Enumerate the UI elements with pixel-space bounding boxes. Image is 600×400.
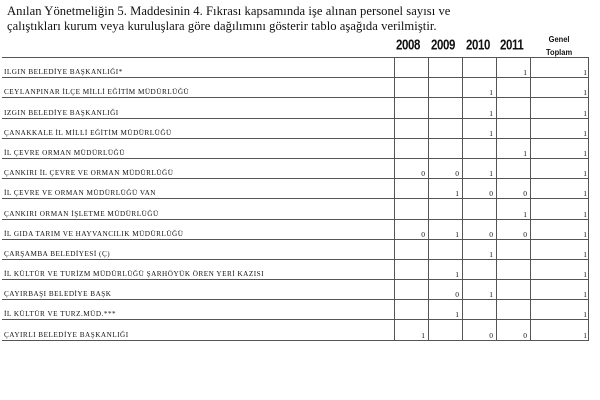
- value-2009-cell: 1: [429, 259, 463, 279]
- value-2011-cell: 1: [497, 199, 531, 219]
- value-2010-cell: [463, 138, 497, 158]
- value-2011-cell: 1: [497, 138, 531, 158]
- institution-name-cell: ILGIN BELEDİYE BAŞKANLIĞI*: [2, 58, 395, 78]
- table-row: [2, 259, 589, 279]
- value-2010-cell: [463, 259, 497, 279]
- value-2011-cell: 1: [497, 58, 531, 78]
- value-2008-cell: [395, 280, 429, 300]
- value-2008-cell: [395, 98, 429, 118]
- total-cell: 1: [531, 239, 589, 259]
- value-2009-cell: [429, 98, 463, 118]
- total-cell: 1: [531, 259, 589, 279]
- total-cell: 1: [531, 138, 589, 158]
- year-2011-header: 2011: [500, 38, 524, 53]
- value-2010-cell: [463, 199, 497, 219]
- total-header-line-2: Toplam: [546, 47, 573, 58]
- value-2009-cell: 1: [429, 219, 463, 239]
- value-2011-cell: [497, 98, 531, 118]
- value-2010-cell: 1: [463, 158, 497, 178]
- table-row: [2, 138, 589, 158]
- total-cell: 1: [531, 58, 589, 78]
- institution-name-cell: İL GIDA TARIM VE HAYVANCILIK MÜDÜRLÜĞÜ: [2, 219, 395, 239]
- value-2010-cell: [463, 58, 497, 78]
- total-cell: 1: [531, 179, 589, 199]
- value-2008-cell: [395, 138, 429, 158]
- value-2008-cell: 0: [395, 219, 429, 239]
- value-2009-cell: 1: [429, 300, 463, 320]
- value-2009-cell: 1: [429, 179, 463, 199]
- value-2008-cell: [395, 179, 429, 199]
- total-cell: 1: [531, 320, 589, 340]
- table-row: [2, 158, 589, 178]
- table-row: [2, 320, 589, 340]
- value-2009-cell: [429, 138, 463, 158]
- value-2011-cell: [497, 300, 531, 320]
- value-2011-cell: [497, 118, 531, 138]
- value-2008-cell: [395, 300, 429, 320]
- value-2011-cell: 0: [497, 219, 531, 239]
- value-2009-cell: [429, 118, 463, 138]
- institution-name-cell: CEYLANPINAR İLÇE MİLLİ EĞİTİM MÜDÜRLÜĞÜ: [2, 78, 395, 98]
- value-2009-cell: 0: [429, 280, 463, 300]
- year-2010-header: 2010: [466, 38, 490, 53]
- total-header-line-1: Genel: [548, 34, 570, 44]
- year-header: [0, 38, 600, 52]
- value-2008-cell: [395, 239, 429, 259]
- total-header: [546, 33, 572, 59]
- table-row: [2, 179, 589, 199]
- value-2010-cell: 0: [463, 320, 497, 340]
- value-2011-cell: 0: [497, 179, 531, 199]
- value-2008-cell: 0: [395, 158, 429, 178]
- total-cell: 1: [531, 158, 589, 178]
- value-2008-cell: [395, 199, 429, 219]
- table-row: [2, 98, 589, 118]
- institution-name-cell: İL KÜLTÜR VE TURZ.MÜD.***: [2, 300, 395, 320]
- intro-line-2: çalıştıkları kurum veya kuruluşlara göre dağılımını gösterir tablo aşağıda verilmiştir.: [7, 19, 437, 33]
- value-2010-cell: 1: [463, 280, 497, 300]
- table-row: [2, 118, 589, 138]
- personnel-table: [2, 57, 589, 341]
- table-row: [2, 219, 589, 239]
- institution-name-cell: İL KÜLTÜR VE TURİZM MÜDÜRLÜĞÜ ŞARHÖYÜK ÖREN YERİ KAZISI: [2, 259, 395, 279]
- institution-name-cell: İL ÇEVRE VE ORMAN MÜDÜRLÜĞÜ VAN: [2, 179, 395, 199]
- value-2010-cell: 1: [463, 78, 497, 98]
- table-row: [2, 280, 589, 300]
- table-row: [2, 239, 589, 259]
- value-2010-cell: 1: [463, 118, 497, 138]
- total-cell: 1: [531, 280, 589, 300]
- value-2009-cell: [429, 199, 463, 219]
- value-2011-cell: 0: [497, 320, 531, 340]
- value-2010-cell: 0: [463, 179, 497, 199]
- value-2008-cell: [395, 118, 429, 138]
- table-row: [2, 199, 589, 219]
- institution-name-cell: İL ÇEVRE ORMAN MÜDÜRLÜĞÜ: [2, 138, 395, 158]
- institution-name-cell: ÇAYIRBAŞI BELEDİYE BAŞK: [2, 280, 395, 300]
- total-cell: 1: [531, 300, 589, 320]
- table-row: [2, 78, 589, 98]
- institution-name-cell: ÇAYIRLI BELEDİYE BAŞKANLIĞI: [2, 320, 395, 340]
- institution-name-cell: ÇANKIRI İL ÇEVRE VE ORMAN MÜDÜRLÜĞÜ: [2, 158, 395, 178]
- table-row: [2, 300, 589, 320]
- value-2009-cell: 0: [429, 158, 463, 178]
- value-2008-cell: [395, 78, 429, 98]
- value-2011-cell: [497, 280, 531, 300]
- value-2011-cell: [497, 78, 531, 98]
- table-row: [2, 58, 589, 78]
- value-2011-cell: [497, 259, 531, 279]
- total-cell: 1: [531, 98, 589, 118]
- value-2008-cell: [395, 58, 429, 78]
- value-2010-cell: 1: [463, 239, 497, 259]
- value-2008-cell: 1: [395, 320, 429, 340]
- value-2011-cell: [497, 158, 531, 178]
- value-2008-cell: [395, 259, 429, 279]
- institution-name-cell: ÇANAKKALE İL MİLLİ EĞİTİM MÜDÜRLÜĞÜ: [2, 118, 395, 138]
- institution-name-cell: ÇARŞAMBA BELEDİYESİ (Ç): [2, 239, 395, 259]
- year-2009-header: 2009: [431, 38, 455, 53]
- year-2008-header: 2008: [396, 38, 420, 53]
- intro-line-1: Anılan Yönetmeliğin 5. Maddesinin 4. Fıkrası kapsamında işe alınan personel sayısı ve: [7, 4, 451, 18]
- total-cell: 1: [531, 78, 589, 98]
- intro-paragraph: [7, 4, 595, 34]
- institution-name-cell: IZGIN BELEDİYE BAŞKANLIĞI: [2, 98, 395, 118]
- value-2009-cell: [429, 78, 463, 98]
- value-2009-cell: [429, 58, 463, 78]
- institution-name-cell: ÇANKIRI ORMAN İŞLETME MÜDÜRLÜĞÜ: [2, 199, 395, 219]
- total-cell: 1: [531, 118, 589, 138]
- value-2010-cell: 0: [463, 219, 497, 239]
- value-2009-cell: [429, 239, 463, 259]
- value-2010-cell: [463, 300, 497, 320]
- total-cell: 1: [531, 199, 589, 219]
- value-2009-cell: [429, 320, 463, 340]
- value-2010-cell: 1: [463, 98, 497, 118]
- value-2011-cell: [497, 239, 531, 259]
- total-cell: 1: [531, 219, 589, 239]
